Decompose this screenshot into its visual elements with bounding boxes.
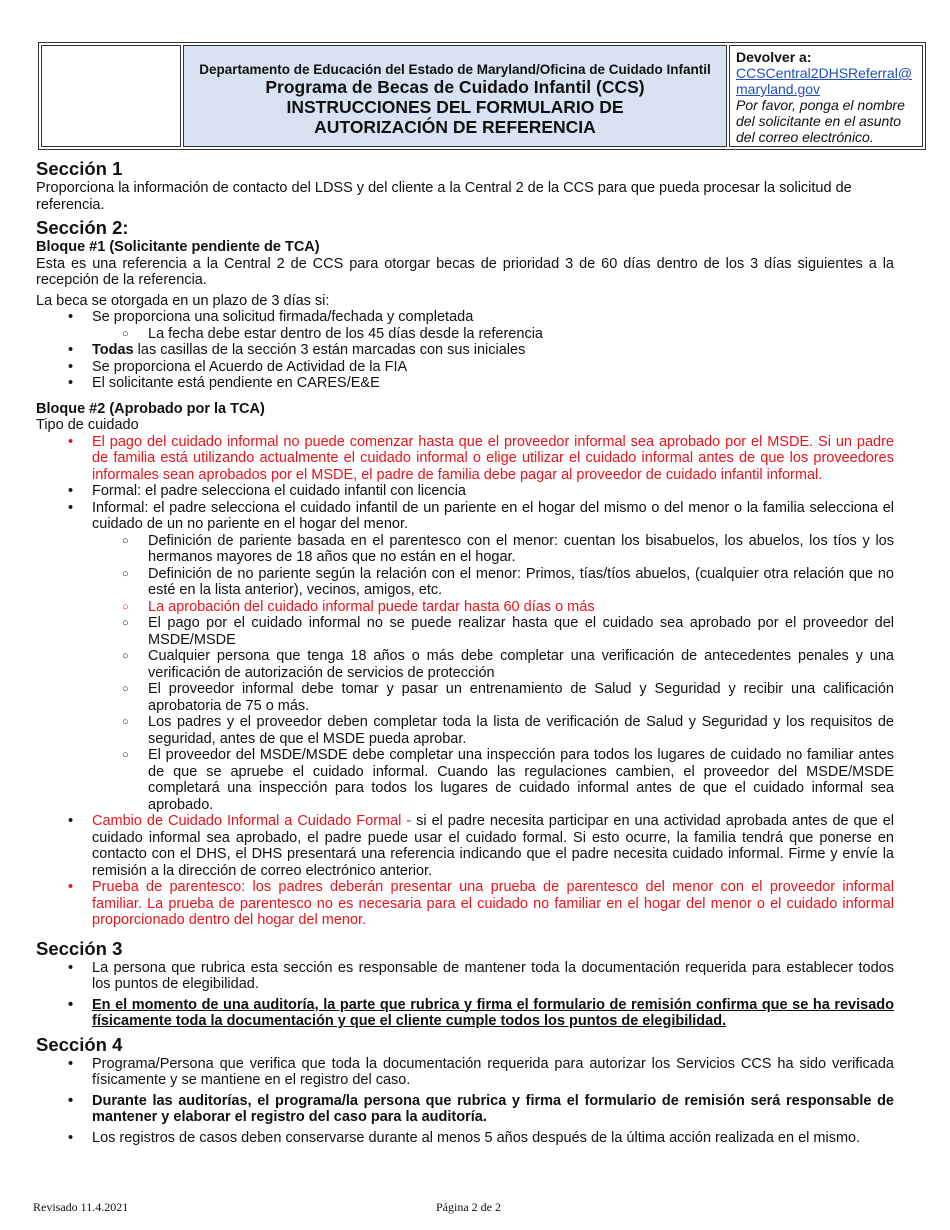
list-item: ○ Cualquier persona que tenga 18 años o más debe completar una verificación de antecedentes penales y una verificación de autorización de servicios de protección: [148, 648, 894, 681]
return-label: Devolver a:: [736, 49, 812, 65]
block2-list: [36, 434, 894, 929]
department-name: Departamento de Educación del Estado de Maryland/Oficina de Cuidado Infantil: [199, 61, 711, 77]
list-item: • Informal: el padre selecciona el cuidado infantil de un pariente en el hogar del mismo o del menor o la familia selecciona el cuidado de un no pariente en el hogar del menor. ○ Definición de pariente basada en el parentesco con el menor: cuentan los bisabuelos, los abuelos, los tíos y los hermanos mayores de 18 años que no están en el hogar. ○ Definición de no pariente según la relación con el menor: Primos, tías/tíos abuelos, (cualquier otra relación que no esté en la lista anterior), vecinos, amigos, etc. ○ La aprobación del cuidado informal puede tardar hasta 60 días o más ○ El pago por el cuidado informal no se puede realizar hasta que el cuidado sea aprobado por el proveedor del MSDE/MSDE ○ Cualquier persona que tenga 18 años o más debe completar una verificación de antecedentes penales y una verificación de autorización de servicios de protección ○ El proveedor informal debe tomar y pasar un entrenamiento de Salud y Seguridad y recibir una calificación aprobatoria de 75 o más. ○ Los padres y el proveedor deben completar toda la lista de verificación de Salud y Seguridad y los requisitos de seguridad, antes de que el MSDE pueda aprobar. ○ El proveedor del MSDE/MSDE debe completar una inspección para todos los lugares de cuidado no familiar antes de que se apruebe el cuidado informal. Cuando las regulaciones cambien, el proveedor del MSDE/MSDE completará una inspección para todos los lugares de cuidado informal antes de que el cuidado informal sea aprobado.: [92, 500, 894, 814]
list-item: • Se proporciona una solicitud firmada/fechada y completada ○ La fecha debe estar dentro de los 45 días desde la referencia: [92, 309, 894, 342]
list-item: • Se proporciona el Acuerdo de Actividad de la FIA: [92, 359, 894, 376]
logo-cell: [41, 45, 181, 147]
list-item: ○ La fecha debe estar dentro de los 45 días desde la referencia: [148, 326, 894, 343]
block1-text: Esta es una referencia a la Central 2 de CCS para otorgar becas de prioridad 3 de 60 días dentro de los 3 días siguientes a la recepción de la referencia.: [36, 255, 894, 288]
section4-list: [36, 1056, 894, 1147]
section2-heading: Sección 2:: [36, 217, 129, 238]
list-item: • Formal: el padre selecciona el cuidado infantil con licencia: [92, 483, 894, 500]
list-item: • Durante las auditorías, el programa/la persona que rubrica y firma el formulario de remisión será responsable de mantener y elaborar el registro del caso para la auditoría.: [92, 1093, 894, 1126]
list-item: ○ El proveedor del MSDE/MSDE debe completar una inspección para todos los lugares de cuidado no familiar antes de que se apruebe el cuidado informal. Cuando las regulaciones cambien, el proveedor del MSDE/MSDE completará una inspección para todos los lugares de cuidado informal antes de que el cuidado informal sea aprobado.: [148, 747, 894, 813]
list-item: ○ El pago por el cuidado informal no se puede realizar hasta que el cuidado sea aprobado por el proveedor del MSDE/MSDE: [148, 615, 894, 648]
return-email-link[interactable]: CCSCentral2DHSReferral@ maryland.gov: [736, 65, 913, 97]
block1-heading: Bloque #1 (Solicitante pendiente de TCA): [36, 239, 320, 255]
section1-text: Proporciona la información de contacto del LDSS y del cliente a la Central 2 de la CCS para que pueda procesar la solicitud de referencia.: [36, 180, 852, 213]
return-cell: [729, 45, 923, 147]
list-item: ○ Definición de pariente basada en el parentesco con el menor: cuentan los bisabuelos, los abuelos, los tíos y los hermanos mayores de 18 años que no están en el hogar.: [148, 533, 894, 566]
list-item: ○ Los padres y el proveedor deben completar toda la lista de verificación de Salud y Seguridad y los requisitos de seguridad, antes de que el MSDE pueda aprobar.: [148, 714, 894, 747]
block2-heading: Bloque #2 (Aprobado por la TCA): [36, 400, 265, 417]
block1-list: [36, 309, 894, 392]
list-item: • Cambio de Cuidado Informal a Cuidado Formal - si el padre necesita participar en una actividad aprobada antes de que el cuidado informal sea aprobado, el padre puede usar el cuidado formal. Si esto ocurre, la familia tendrá que ponerse en contacto con el DHS, el DHS presentará una referencia indicando que el padre necesita cuidado informal. Firme y envíe la remisión a la dirección de correo electrónico anterior.: [92, 813, 894, 879]
list-item: • El solicitante está pendiente en CARES/E&E: [92, 375, 894, 392]
list-item: ○ La aprobación del cuidado informal puede tardar hasta 60 días o más: [148, 599, 894, 616]
document-body: [36, 158, 894, 1150]
informal-sublist: [92, 533, 894, 814]
section3-list: [36, 960, 894, 1030]
program-title: Programa de Becas de Cuidado Infantil (CCS): [265, 76, 645, 97]
return-note: Por favor, ponga el nombre del solicitante en el asunto del correo electrónico.: [736, 97, 905, 145]
list-item: • Los registros de casos deben conservarse durante al menos 5 años después de la última acción realizada en el mismo.: [92, 1130, 894, 1147]
list-item: ○ El proveedor informal debe tomar y pasar un entrenamiento de Salud y Seguridad y recibir una calificación aprobatoria de 75 o más.: [148, 681, 894, 714]
form-title-line2: AUTORIZACIÓN DE REFERENCIA: [314, 116, 596, 137]
list-item: • En el momento de una auditoría, la parte que rubrica y firma el formulario de remisión confirma que se ha revisado físicamente toda la documentación y que el cliente cumple todos los puntos de elegibilidad.: [92, 997, 894, 1030]
revision-date: Revisado 11.4.2021: [33, 1200, 129, 1214]
header-title-cell: [183, 45, 727, 147]
form-title-line1: INSTRUCCIONES DEL FORMULARIO DE: [286, 96, 624, 117]
section4-heading: Sección 4: [36, 1033, 123, 1055]
section1-heading: Sección 1: [36, 158, 123, 179]
block2-intro: Tipo de cuidado: [36, 417, 139, 433]
header-table: [38, 42, 926, 150]
list-item: • La persona que rubrica esta sección es responsable de mantener toda la documentación requerida para establecer todos los puntos de elegibilidad.: [92, 960, 894, 993]
list-item: ○ Definición de no pariente según la relación con el menor: Primos, tías/tíos abuelos, (cualquier otra relación que no esté en la lista anterior), vecinos, amigos, etc.: [148, 566, 894, 599]
list-item: • Prueba de parentesco: los padres deberán presentar una prueba de parentesco del menor con el proveedor informal familiar. La prueba de parentesco no es necesaria para el cuidado no familiar en el hogar del menor o el cuidado informal proporcionado dentro del hogar del menor.: [92, 879, 894, 929]
list-item: • El pago del cuidado informal no puede comenzar hasta que el proveedor informal sea aprobado por el MSDE. Si un padre de familia está utilizando actualmente el cuidado informal o elige utilizar el cuidado informal antes de que los proveedores informales sean aprobados por el MSDE, el padre de familia debe pagar al proveedor de cuidado infantil informal.: [92, 434, 894, 484]
page-number: Página 2 de 2: [436, 1200, 501, 1214]
section3-heading: Sección 3: [36, 937, 123, 959]
list-item: • Todas las casillas de la sección 3 están marcadas con sus iniciales: [92, 342, 894, 359]
block1-intro: La beca se otorgada en un plazo de 3 días si:: [36, 292, 330, 309]
list-item: • Programa/Persona que verifica que toda la documentación requerida para autorizar los Servicios CCS ha sido verificada físicamente y se mantiene en el registro del caso.: [92, 1056, 894, 1089]
